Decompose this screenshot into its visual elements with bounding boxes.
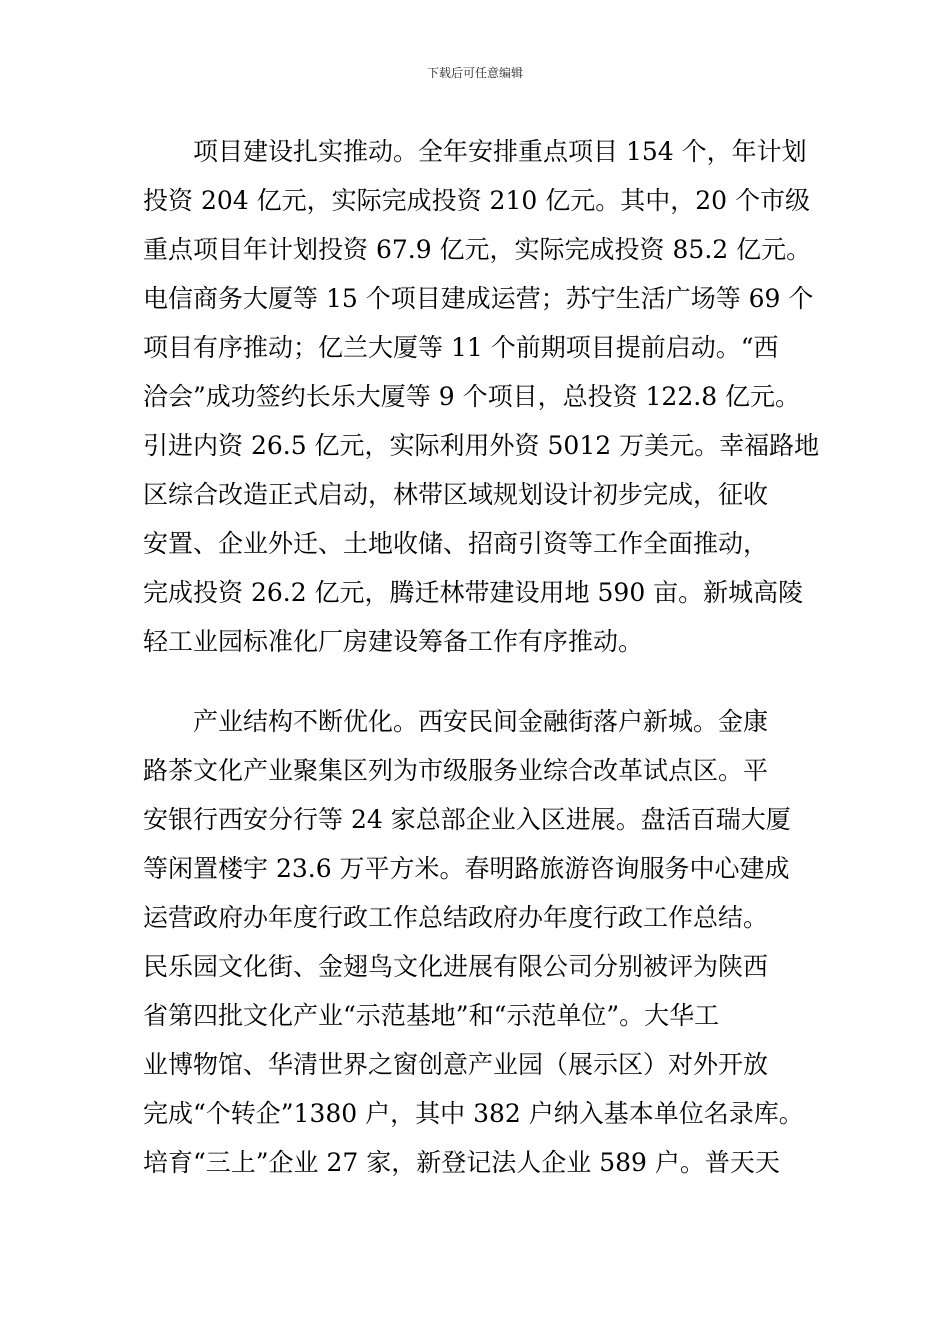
paragraph-industrial-structure bbox=[143, 697, 823, 1187]
text-line: 电信商务大厦等 15 个项目建成运营；苏宁生活广场等 69 个 bbox=[143, 284, 814, 313]
text-line: 项目建设扎实推动。全年安排重点项目 154 个，年计划 bbox=[143, 137, 807, 166]
text-line: 业博物馆、华清世界之窗创意产业园（展示区）对外开放 bbox=[143, 1050, 769, 1079]
text-line: 项目有序推动；亿兰大厦等 11 个前期项目提前启动。“西 bbox=[143, 333, 779, 362]
text-line: 完成投资 26.2 亿元，腾迁林带建设用地 590 亩。新城高陵 bbox=[143, 578, 804, 607]
text-line: 安置、企业外迁、土地收储、招商引资等工作全面推动， bbox=[143, 529, 769, 558]
text-line: 重点项目年计划投资 67.9 亿元，实际完成投资 85.2 亿元。 bbox=[143, 235, 812, 264]
text-line: 路茶文化产业聚集区列为市级服务业综合改革试点区。平 bbox=[143, 756, 769, 785]
text-line: 产业结构不断优化。西安民间金融街落户新城。金康 bbox=[143, 707, 769, 736]
text-line: 引进内资 26.5 亿元，实际利用外资 5012 万美元。幸福路地 bbox=[143, 431, 820, 460]
page-header: 下载后可任意编辑 bbox=[426, 66, 523, 80]
text-line: 安银行西安分行等 24 家总部企业入区进展。盘活百瑞大厦 bbox=[143, 805, 791, 834]
text-line: 轻工业园标准化厂房建设筹备工作有序推动。 bbox=[143, 627, 644, 656]
text-line: 完成“个转企”1380 户，其中 382 户纳入基本单位名录库。 bbox=[143, 1099, 804, 1128]
text-line: 运营政府办年度行政工作总结政府办年度行政工作总结。 bbox=[143, 903, 769, 932]
text-line: 等闲置楼宇 23.6 万平方米。春明路旅游咨询服务中心建成 bbox=[143, 854, 790, 883]
text-line: 区综合改造正式启动，林带区域规划设计初步完成，征收 bbox=[143, 480, 769, 509]
text-line: 省第四批文化产业“示范基地”和“示范单位”。大华工 bbox=[143, 1001, 720, 1030]
text-line: 洽会”成功签约长乐大厦等 9 个项目，总投资 122.8 亿元。 bbox=[143, 382, 801, 411]
text-line: 民乐园文化街、金翅鸟文化进展有限公司分别被评为陕西 bbox=[143, 952, 769, 981]
text-line: 投资 204 亿元，实际完成投资 210 亿元。其中，20 个市级 bbox=[143, 186, 810, 215]
text-line: 培育“三上”企业 27 家，新登记法人企业 589 户。普天天 bbox=[143, 1148, 780, 1177]
paragraph-project-construction bbox=[143, 127, 823, 666]
